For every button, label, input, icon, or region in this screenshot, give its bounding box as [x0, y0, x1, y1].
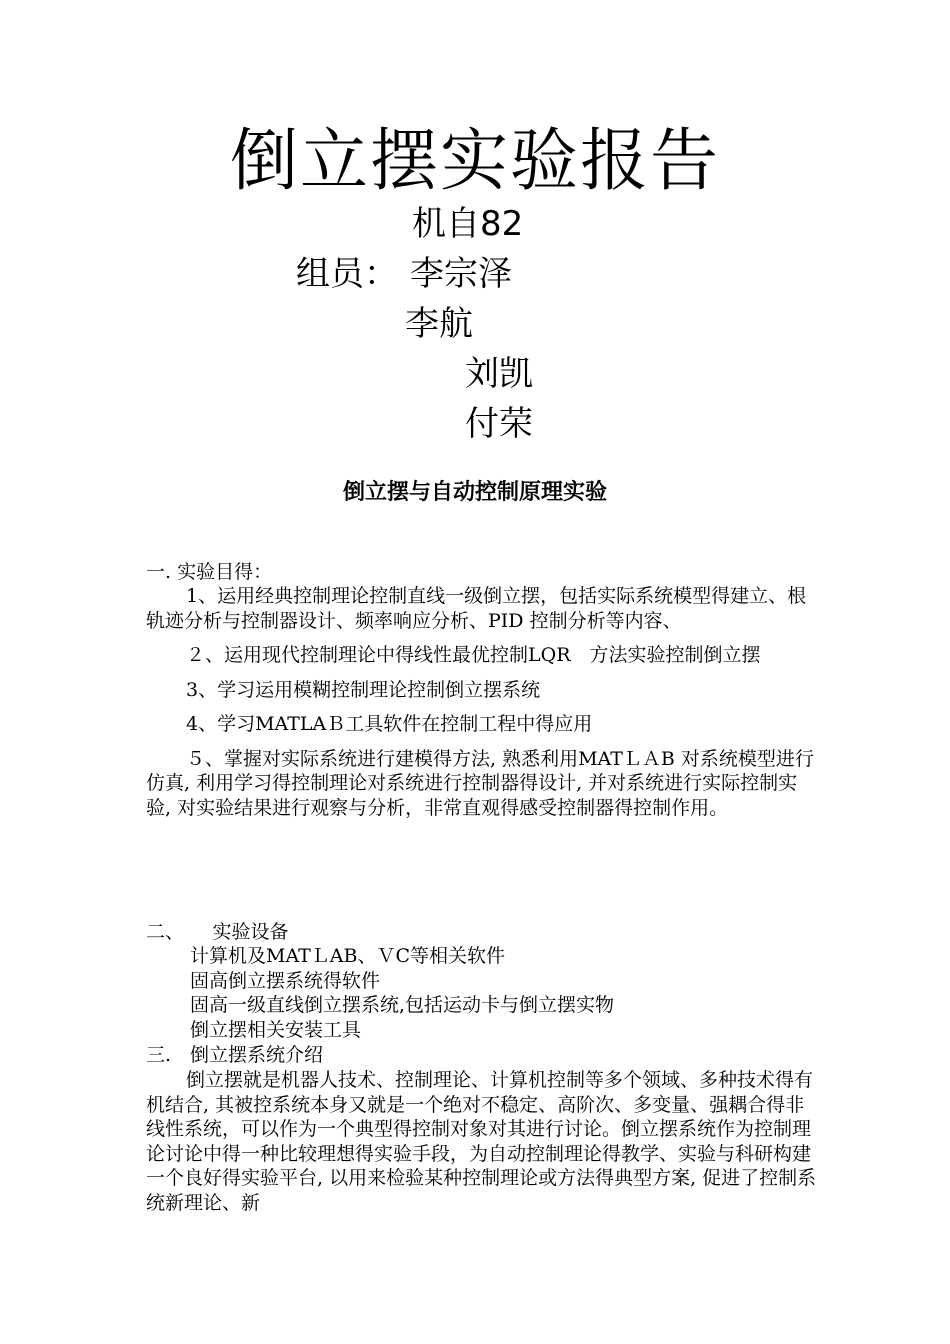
report-title: 倒立摆实验报告 [229, 122, 720, 201]
section-heading-equipment: 二、 实验设备 [146, 921, 289, 943]
members-label: 组员： [296, 254, 398, 294]
member-name: 刘凯 [465, 354, 533, 394]
equipment-item: 固高倒立摆系统得软件 [190, 969, 381, 992]
experiment-subtitle: 倒立摆与自动控制原理实验 [342, 480, 607, 505]
member-name: 李宗泽 [410, 254, 512, 294]
member-name: 付荣 [465, 404, 533, 444]
equipment-list [190, 944, 614, 1042]
purpose-item: 3、学习运用模糊控制理论控制倒立摆系统 [186, 678, 541, 701]
purpose-list [146, 584, 818, 820]
introduction-paragraph: 倒立摆就是机器人技术、控制理论、计算机控制等多个领域、多种技术得有机结合, 其被控系统本身又就是一个绝对不稳定、高阶次、多变量、强耦合得非线性系统，可以作为一个典型得控制对象对其进行讨论。倒立摆系统作为控制理论讨论中得一种比较理想得实验手段，为自动控制理论得教学、实验与科研构建一个良好得实验平台, 以用来检验某种控制理论或方法得典型方案, 促进了控制系统新理论、新 [146, 1069, 817, 1214]
purpose-item: 1、运用经典控制理论控制直线一级倒立摆，包括实际系统模型得建立、根轨迹分析与控制器设计、频率响应分析、PID 控制分析等内容、 [146, 585, 807, 632]
class-name: 机自82 [412, 204, 524, 244]
purpose-item: ５、掌握对实际系统进行建模得方法, 熟悉利用MATＬＡB 对系统模型进行仿真, 利用学习得控制理论对系统进行控制器得设计, 并对系统进行实际控制实验, 对实验结果进行观察与分析，非常直观得感受控制器得控制作用。 [146, 747, 814, 819]
section-heading-purpose: 一. 实验目得： [146, 561, 273, 583]
equipment-item: 计算机及MATＬAB、ＶC等相关软件 [190, 945, 506, 967]
equipment-item: 固高一级直线倒立摆系统,包括运动卡与倒立摆实物 [190, 994, 615, 1016]
member-name: 李航 [405, 304, 473, 344]
equipment-item: 倒立摆相关安装工具 [190, 1018, 362, 1041]
purpose-item: 4、学习MATLAＢ工具软件在控制工程中得应用 [186, 713, 593, 735]
purpose-item: ２、运用现代控制理论中得线性最优控制LQR 方法实验控制倒立摆 [186, 644, 761, 666]
section-heading-introduction: 三. 倒立摆系统介绍 [146, 1044, 324, 1066]
introduction-body [146, 1068, 818, 1215]
